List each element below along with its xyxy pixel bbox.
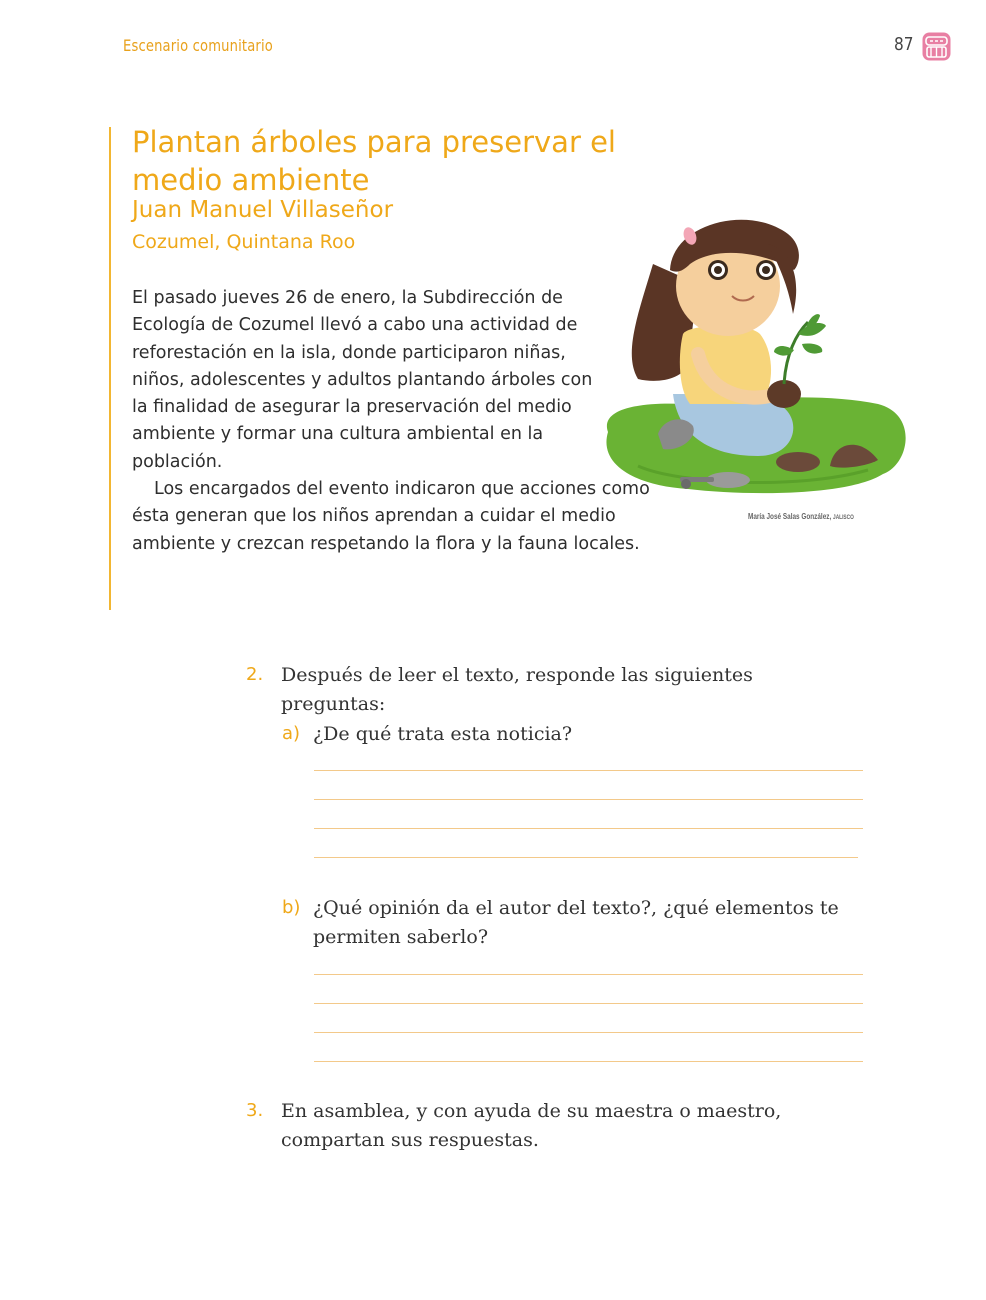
news-title: Plantan árboles para preservar el medio ambiente [132,125,616,197]
question-2-number: 2. [246,664,264,685]
girl-planting-tree-illustration [598,204,910,504]
news-paragraph-1: El pasado jueves 26 de enero, la Subdirección de Ecología de Cozumel llevó a cabo una actividad de reforestación en la isla, donde participaron niñas, niños, adolescentes y adultos plantando árboles con la finalidad de asegurar la preservación del medio ambiente y formar una cultura ambiental en la población. [132,288,593,472]
question-a-text: ¿De qué trata esta noticia? [313,723,573,745]
answer-line-b-1[interactable] [314,974,863,975]
answer-line-b-3[interactable] [314,1032,863,1033]
question-2-text: Después de leer el texto, responde las siguientes preguntas: [281,664,753,715]
section-title: Escenario comunitario [123,36,273,55]
question-3-text: En asamblea, y con ayuda de su maestra o maestro, compartan sus respuestas. [281,1100,782,1151]
answer-line-a-4[interactable] [314,857,858,858]
illustration-credit [748,512,854,521]
question-a-letter: a) [282,723,301,744]
credit-state: JALISCO [833,515,854,521]
question-3-number: 3. [246,1100,264,1121]
credit-name: María José Salas González, [748,512,832,521]
news-paragraph-2: Los encargados del evento indicaron que acciones como ésta generan que los niños aprendan a cuidar el medio ambiente y crezcan respetando la flora y la fauna locales. [132,479,650,554]
news-author: Juan Manuel Villaseñor [132,197,394,223]
question-b-text: ¿Qué opinión da el autor del texto?, ¿qué elementos te permiten saberlo? [313,897,839,948]
answer-line-a-1[interactable] [314,770,863,771]
answer-line-a-2[interactable] [314,799,863,800]
page-number: 87 [894,34,914,55]
answer-line-b-2[interactable] [314,1003,863,1004]
news-body [132,285,672,558]
question-b-letter: b) [282,897,301,918]
news-location: Cozumel, Quintana Roo [132,231,356,253]
patterned-glyph-icon [922,32,951,61]
answer-line-a-3[interactable] [314,828,863,829]
answer-line-b-4[interactable] [314,1061,863,1062]
news-accent-bar [109,127,111,610]
